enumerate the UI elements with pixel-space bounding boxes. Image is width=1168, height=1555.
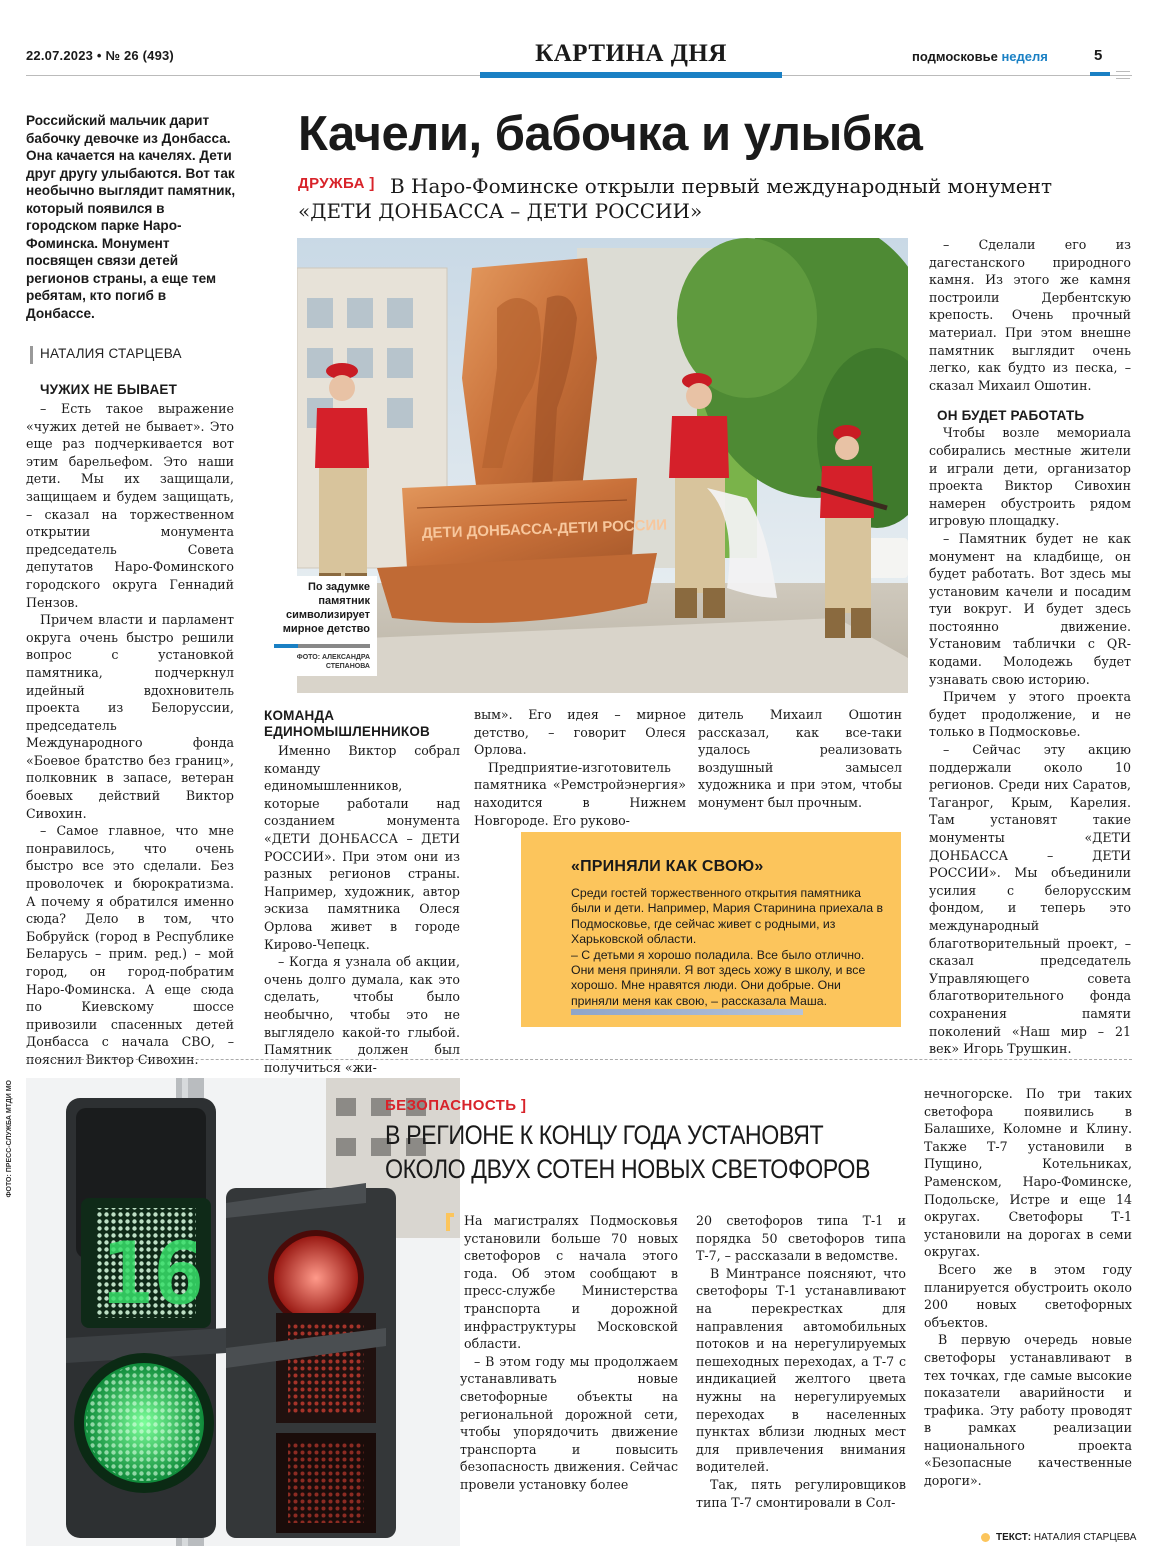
paragraph: Так, пять регулировщиков типа Т-7 смонтировали в Сол- <box>696 1476 906 1510</box>
body-column-4 <box>698 706 902 812</box>
countdown-digits: 16 <box>101 1224 205 1324</box>
quote-box-title: «ПРИНЯЛИ КАК СВОЮ» <box>571 858 764 875</box>
brand-name <box>912 49 1048 64</box>
body-column-5 <box>929 236 1131 1058</box>
monument-photo-illustration <box>297 238 908 693</box>
page-number-bar <box>1090 72 1110 76</box>
paragraph: Причем у этого проекта будет продолжение, и не только в Подмосковье. <box>929 689 1131 740</box>
article2-rubric: БЕЗОПАСНОСТЬ ] <box>385 1097 527 1114</box>
paragraph: В первую очередь новые светофоры устанавливают в тех точках, где самые высокие показатели аварийности и трафика. Эту работу проводят в рамках реализации национального проекта «Безопасные качественные дороги». <box>924 1332 1132 1489</box>
paragraph: – Памятник будет не как монумент на кладбище, он будет работать. Вот здесь мы установим качели и посадим туи вокруг. И будет здесь постоянно движение. Установим таблички с QR-кодами. Молодежь будет узнавать свою историю. <box>929 530 1131 687</box>
subhead-rabotat: ОН БУДЕТ РАБОТАТЬ <box>937 408 1085 424</box>
section-title: КАРТИНА ДНЯ <box>535 40 727 67</box>
signature-label: ТЕКСТ: <box>996 1532 1032 1543</box>
monument-photo <box>297 238 908 693</box>
quote-paragraph: Среди гостей торжественного открытия памятника были и дети. Например, Мария Старинина приехала в Подмосковье, где сейчас живет с родными, из Харьковской области. <box>571 886 883 947</box>
body-column-2 <box>264 742 460 1076</box>
paragraph: 20 светофоров типа Т-1 и порядка 50 светофоров типа Т-7, – рассказали в ведомстве. <box>696 1213 906 1264</box>
paragraph: – Есть такое выражение «чужих детей не бывает». Это еще раз подчеркивается вот этим барельефом. Это наши дети. Мы их защищали, защищаем и будем защищать, – сказал на торжественном открытии монумента председатель Совета депутатов Наро-Фоминского городского округа Геннадий Пензов. <box>26 401 234 610</box>
quote-paragraph: – С детьми я хорошо поладила. Все было отлично. Они меня приняли. Я вот здесь хожу в школу, и все хорошо. Мне нравятся люди. Они добрые. Они приняли меня как свою, – рассказала Маша. <box>571 947 866 1008</box>
brand-main: подмосковье <box>912 49 998 64</box>
article2-headline-line2: ОКОЛО ДВУХ СОТЕН НОВЫХ СВЕТОФОРОВ <box>385 1154 871 1184</box>
body-column-3 <box>474 706 686 829</box>
paragraph: вым». Его идея – мирное детство, – говорит Олеся Орлова. <box>474 707 686 758</box>
text-signature <box>996 1532 1136 1543</box>
paragraph-mark <box>446 1213 454 1231</box>
paragraph: Чтобы возле мемориала собирались местные жители и играли дети, организатор проекта Виктор Сивохин намерен обустроить рядом игровую площадку. <box>929 425 1131 529</box>
paragraph: – В этом году мы продолжаем устанавливать новые светофорные объекты на региональной дорожной сети, чтобы упорядочить движение транспорта и повысить безопасность движения. Сейчас провели установку более <box>460 1353 678 1492</box>
subhead-komanda: КОМАНДА ЕДИНОМЫШЛЕННИКОВ <box>264 708 430 739</box>
header-dash <box>1116 78 1130 79</box>
quote-box-text <box>571 886 883 1009</box>
page-number: 5 <box>1094 47 1103 64</box>
monument-inscription: ДЕТИ ДОНБАССА-ДЕТИ РОССИИ <box>421 516 668 542</box>
paragraph: Причем власти и парламент округа очень быстро решили вопрос с установкой памятника, подчеркнул идейный вдохновитель проекта из Белоруссии, председатель Международного фонда «Боевое братство без границ», полковник в запасе, ветеран боевых действий Виктор Сивохин. <box>26 612 234 821</box>
paragraph: Именно Виктор собрал команду единомышленников, которые работали над созданием монумента «ДЕТИ ДОНБАССА – ДЕТИ РОССИИ». При этом они из разных регионов страны. Например, художник, автор эскиза памятника Олеся Орлова живет в городе Кирово-Чепецк. <box>264 743 460 952</box>
article2-column-1 <box>460 1212 678 1494</box>
author-mark <box>30 346 33 364</box>
quote-box-bar <box>571 1009 803 1015</box>
article-rubric: ДРУЖБА ] <box>298 175 375 192</box>
paragraph: Предприятие-изготовитель памятника «Ремстройэнергия» находится в Нижнем Новгороде. Его руково- <box>474 759 686 828</box>
subhead-chuzhih: ЧУЖИХ НЕ БЫВАЕТ <box>40 382 178 397</box>
paragraph: нечногорске. По три таких светофора появились в Балашихе, Коломне и Клину. Также Т-7 установили в Пущино, Котельниках, Раменском, Наро-Фоминске, Подольске, Истре и еще 14 округах. Светофоры Т-1 установили на дорогах в семи округах. <box>924 1086 1132 1260</box>
paragraph: дитель Михаил Ошотин рассказал, как все-таки удалось реализовать воздушный замысел художника и при этом, чтобы монумент был прочным. <box>698 707 902 810</box>
photo-credit: ФОТО: АЛЕКСАНДРА СТЕПАНОВА <box>296 654 370 670</box>
photo-credit-2: ФОТО: ПРЕСС-СЛУЖБА МТДИ МО <box>6 1080 13 1198</box>
article-deck: В Наро-Фоминске открыли первый международный монумент «ДЕТИ ДОНБАССА – ДЕТИ РОССИИ» <box>298 174 1053 223</box>
issue-date: 22.07.2023 • № 26 (493) <box>26 48 174 63</box>
signature-name: НАТАЛИЯ СТАРЦЕВА <box>1033 1532 1137 1543</box>
caption-bar <box>274 644 370 648</box>
article-lead: Российский мальчик дарит бабочку девочке из Донбасса. Она качается на качелях. Дети друг другу улыбаются. Вот так необычно выглядит памятник, который появился в городском парке Наро-Фоминска. Монумент посвящен связи детей регионов страны, а еще тем ребятам, кто погиб в Донбассе. <box>26 113 236 321</box>
paragraph: – Сейчас эту акцию поддержали около 10 регионов. Среди них Саратов, Таганрог, Крым, Карелия. Там установят такие монументы «ДЕТИ ДОНБАССА – ДЕТИ РОССИИ». Мы объединили усилия с белорусским фондом, и теперь это международный благотворительный проект, – сказал председатель Управляющего совета благотворительного фонда сохранения памяти поколений «Наш мир – 21 век» Игорь Трушкин. <box>929 742 1131 1057</box>
paragraph: Всего же в этом году планируется обустроить около 200 новых светофорных объектов. <box>924 1261 1132 1330</box>
body-column-1 <box>26 400 234 1069</box>
article-separator <box>26 1059 1132 1060</box>
brand-accent: неделя <box>1001 49 1048 64</box>
signature-dot <box>981 1533 990 1542</box>
paragraph: – Когда я узнала об акции, очень долго думала, как это сделать, чтобы было необычно, чтобы это не выглядело какой-то глыбой. Памятник должен был получиться «жи- <box>264 954 460 1075</box>
author-byline: НАТАЛИЯ СТАРЦЕВА <box>40 346 182 361</box>
paragraph: В Минтрансе поясняют, что светофоры Т-1 устанавливают на перекрестках для направления автомобильных потоков и на нерегулируемых пешеходных переходах, а Т-7 с индикацией желтого цвета нужны на нерегулируемых переходах в населенных пунктах вблизи людных мест для привлечения внимания водителей. <box>696 1265 906 1475</box>
paragraph: – Сделали его из дагестанского природного камня. Из этого же камня построили Дербентскую крепость. Очень прочный материал. При этом внешне памятник выглядит очень легко, как будто из песка, – сказал Михаил Ошотин. <box>929 237 1131 393</box>
article2-headline-line1: В РЕГИОНЕ К КОНЦУ ГОДА УСТАНОВЯТ <box>385 1120 824 1150</box>
header-dash <box>1116 71 1130 72</box>
section-underline <box>480 72 782 78</box>
article2-column-3 <box>924 1085 1132 1490</box>
article2-column-2 <box>696 1212 906 1511</box>
paragraph: – Самое главное, что мне понравилось, что очень быстро все это сделали. Без проволочек и бюрократизма. А почему я обратился именно сюда? Дело в том, что Бобруйск (город в Республике Беларусь – прим. ред.) – мой город, он город-побратим Наро-Фоминска. А еще сюда по Киевскому шоссе привозили спасенных детей Донбасса с начала СВО, – пояснил Виктор Сивохин. <box>26 823 234 1067</box>
article-headline: Качели, бабочка и улыбка <box>298 107 923 161</box>
photo-caption: По задумке памятник символизирует мирное детство <box>282 581 370 635</box>
paragraph: На магистралях Подмосковья установили больше 70 новых светофоров с начала этого года. Об этом сообщают в пресс-службе Министерства транспорта и дорожной инфраструктуры Московской области. <box>464 1213 678 1352</box>
